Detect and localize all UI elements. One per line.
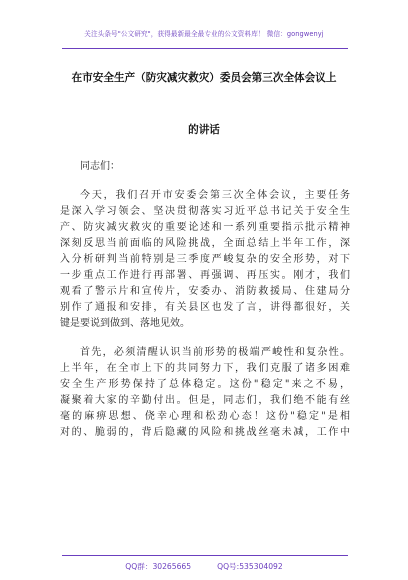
body-line: 对的、脆弱的，背后隐藏的风险和挑战丝毫未减，工作中 [60,427,350,438]
header-note: 关注头条号"公文研究"，获得最新最全最专业的公文资料库！ 微信：gongwenyj [84,30,324,38]
footer-contact [0,561,408,572]
body-line: 毫的麻痹思想、侥幸心理和松劲心态！这份"稳定"是相 [60,411,350,422]
body-line: 是深入学习领会、坚决贯彻落实习近平总书记关于安全生 [60,206,350,217]
body-line: 凝聚着大家的辛勤付出。但是，同志们，我们绝不能有丝 [60,395,350,406]
body-line: 键是要说到做到、落地见效。 [60,318,190,329]
document-title-line1: 在市安全生产（防灾减灾救灾）委员会第三次全体会议上 [71,72,337,84]
body-line: 观看了警示片和宣传片，安委办、消防救援局、住建局分 [60,286,350,297]
document-body [60,159,350,441]
footer-qq-group: QQ群：30265665 [125,562,192,571]
header-divider [62,48,348,49]
body-line: 一步重点工作进行再部署、再强调、再压实。刚才，我们 [60,270,350,281]
body-line: 入分析研判当前特别是三季度严峻复杂的安全形势，对下 [60,254,350,265]
body-line: 别作了通报和安排，有关县区也发了言，讲得都很好，关 [60,302,350,313]
body-line: 首先，必须清醒认识当前形势的极端严峻性和复杂性。 [80,347,350,358]
paragraph-gap [60,332,350,345]
body-line: 深刻反思当前面临的风险挑战，全面总结上半年工作，深 [60,238,350,249]
body-line: 产、防灾减灾救灾的重要论述和一系列重要指示批示精神 [60,222,350,233]
body-line: 今天，我们召开市安委会第三次全体会议，主要任务 [80,190,350,201]
footer-qq-number: QQ号:535304092 [217,562,283,571]
footer-divider [62,555,348,556]
document-title-line2: 的讲话 [188,124,220,136]
salutation: 同志们： [80,161,120,172]
body-line: 上半年，在全市上下的共同努力下，我们克服了诸多困难 [60,363,350,374]
body-line: 安全生产形势保持了总体稳定。这份"稳定"来之不易， [60,379,350,390]
